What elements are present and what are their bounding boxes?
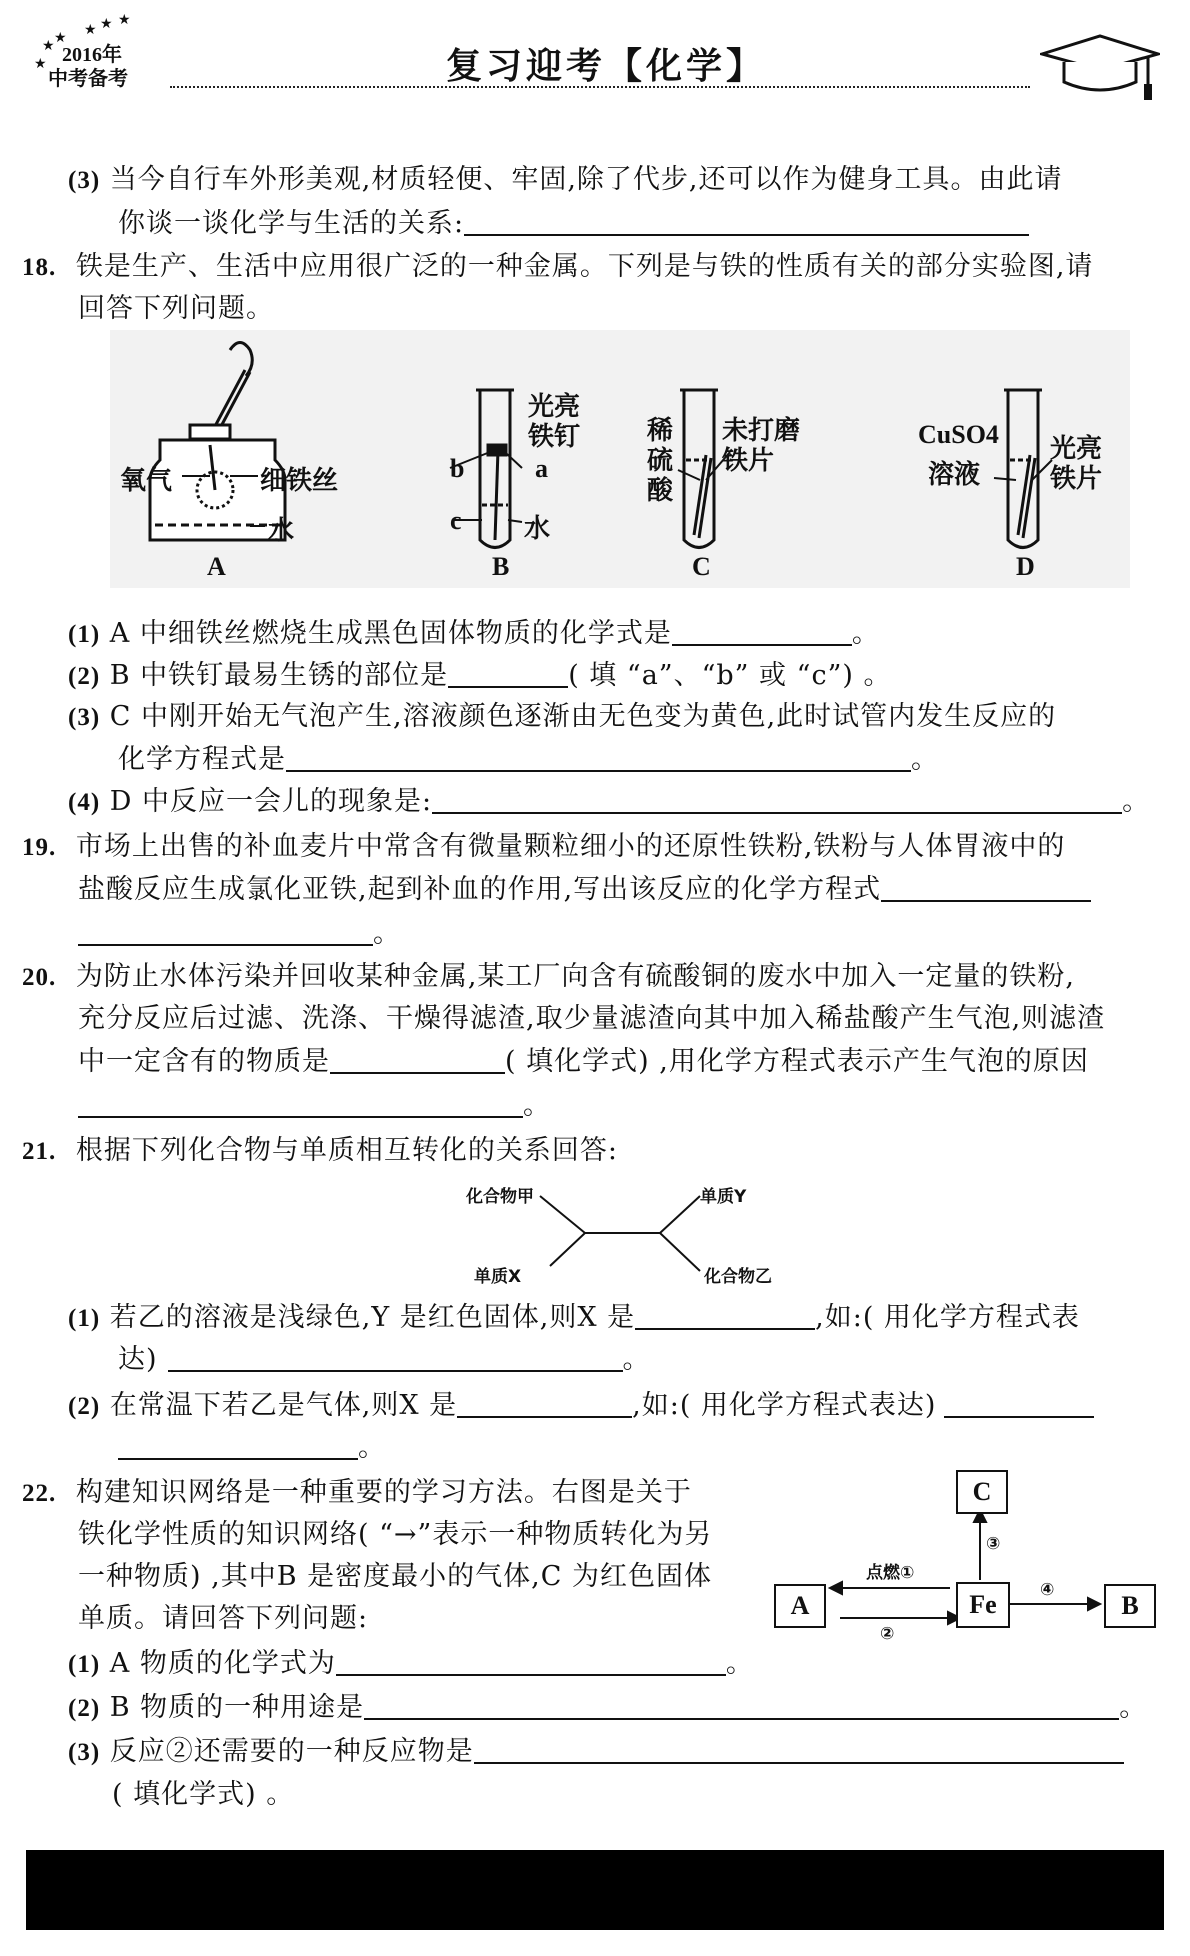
answer-blank[interactable] [336, 1648, 726, 1676]
caption-c: C [692, 552, 711, 581]
answer-blank[interactable] [330, 1046, 505, 1074]
answer-blank[interactable] [457, 1390, 632, 1418]
q17-part3-line2: 你谈一谈化学与生活的关系: [118, 208, 1029, 239]
experiment-figure [110, 330, 1130, 588]
svg-text:★: ★ [42, 38, 55, 54]
q18-part2: (2) B 中铁钉最易生锈的部位是 ( 填 “a”、“b” 或 “c”) 。 [68, 660, 892, 691]
answer-blank[interactable] [118, 1432, 358, 1460]
q22-line4: 单质。请回答下列问题: [78, 1603, 369, 1634]
q22-part3-line2: ( 填化学式) 。 [112, 1779, 295, 1810]
header-year: 2016年 [62, 44, 122, 66]
q18-line2: 回答下列问题。 [78, 293, 274, 324]
q22-line1: 22. 构建知识网络是一种重要的学习方法。右图是关于 [22, 1477, 692, 1508]
graduation-cap-icon [1040, 34, 1160, 104]
q18-line1: 18. 铁是生产、生活中应用很广泛的一种金属。下列是与铁的性质有关的部分实验图,请 [22, 251, 1094, 282]
label-water-b: 水 [524, 514, 551, 544]
caption-b: B [492, 552, 510, 581]
answer-blank[interactable] [78, 918, 373, 946]
q18-part3-line1: (3) C 中刚开始无气泡产生,溶液颜色逐渐由无色变为黄色,此时试管内发生反应的 [68, 701, 1057, 732]
svg-text:★: ★ [54, 30, 67, 46]
node-fe: Fe [956, 1582, 1010, 1628]
caption-a: A [207, 552, 226, 581]
svg-text:★: ★ [100, 16, 113, 32]
iron-knowledge-network [770, 1470, 1160, 1650]
part-number: (3) [68, 167, 101, 194]
answer-blank[interactable] [635, 1302, 815, 1330]
label-cuso4: CuSO4 [918, 420, 999, 449]
q19-line2: 盐酸反应生成氯化亚铁,起到补血的作用,写出该反应的化学方程式 [78, 874, 1091, 905]
footer-band [26, 1850, 1164, 1930]
svg-text:★: ★ [34, 56, 47, 70]
label-a: a [535, 454, 548, 483]
node-compound-jia: 化合物甲 [466, 1187, 534, 1207]
answer-blank[interactable] [672, 618, 852, 646]
node-element-y: 单质Y [700, 1187, 747, 1207]
reaction-4-label: ④ [1040, 1580, 1055, 1600]
q18-part4: (4) D 中反应一会儿的现象是: 。 [68, 786, 1151, 817]
page-title: 复习迎考【化学】 [446, 45, 767, 87]
q20-line2: 充分反应后过滤、洗涤、干燥得滤渣,取少量滤渣向其中加入稀盐酸产生气泡,则滤渣 [78, 1003, 1106, 1034]
reaction-1-label: 点燃① [866, 1563, 915, 1583]
q21-part2-line1: (2) 在常温下若乙是气体,则X 是 ,如:( 用化学方程式表达) [68, 1390, 1094, 1422]
reaction-3-label: ③ [986, 1534, 1001, 1554]
label-water-a: 水 [268, 516, 295, 546]
node-c: C [956, 1470, 1008, 1514]
q22-part1: (1) A 物质的化学式为 。 [68, 1648, 754, 1679]
answer-blank[interactable] [286, 744, 911, 772]
conversion-diagram [460, 1176, 790, 1291]
label-shiny-plate: 光亮铁片 [1050, 434, 1103, 494]
answer-blank[interactable] [474, 1736, 1124, 1764]
apparatus-a [150, 343, 285, 541]
answer-blank[interactable] [168, 1344, 623, 1372]
question-number: 18. [22, 254, 57, 281]
q20-line4: 。 [78, 1090, 551, 1121]
q21-line1: 21. 根据下列化合物与单质相互转化的关系回答: [22, 1135, 618, 1166]
label-b: b [450, 454, 465, 483]
answer-blank[interactable] [464, 208, 1029, 236]
header [0, 0, 1190, 110]
label-solution: 溶液 [928, 460, 981, 490]
apparatus-d [1004, 390, 1042, 548]
q19-line3: 。 [78, 918, 401, 949]
q17-part3-line1: (3) 当今自行车外形美观,材质轻便、牢固,除了代步,还可以作为健身工具。由此请 [68, 164, 1063, 195]
node-compound-yi: 化合物乙 [704, 1267, 772, 1287]
q22-line3: 一种物质) ,其中B 是密度最小的气体,C 为红色固体 [78, 1561, 712, 1592]
label-unpolished-plate: 未打磨铁片 [722, 416, 801, 476]
answer-blank[interactable] [432, 786, 1122, 814]
apparatus-c [680, 390, 718, 548]
label-oxygen: 氧气 [120, 466, 173, 496]
header-subtitle: 中考备考 [48, 66, 128, 90]
node-element-x: 单质X [474, 1267, 522, 1287]
answer-blank[interactable] [78, 1090, 523, 1118]
q18-part1: (1) A 中细铁丝燃烧生成黑色固体物质的化学式是 。 [68, 618, 880, 649]
q22-part2: (2) B 物质的一种用途是 。 [68, 1692, 1148, 1723]
apparatus-b [476, 390, 514, 548]
answer-blank[interactable] [881, 874, 1091, 902]
caption-d: D [1016, 552, 1035, 581]
reaction-2-label: ② [880, 1624, 895, 1644]
q20-line1: 20. 为防止水体污染并回收某种金属,某工厂向含有硫酸铜的废水中加入一定量的铁粉, [22, 961, 1076, 992]
q20-line3: 中一定含有的物质是 ( 填化学式) ,用化学方程式表示产生气泡的原因 [78, 1046, 1089, 1077]
label-c: c [450, 506, 462, 535]
q22-line2: 铁化学性质的知识网络( “→”表示一种物质转化为另 [78, 1519, 713, 1550]
q21-part1-line2: 达) 。 [118, 1344, 651, 1375]
label-dilute-sulfuric-acid: 稀硫酸 [647, 416, 674, 506]
node-b: B [1104, 1584, 1156, 1628]
label-iron-wire: 细铁丝 [260, 466, 339, 496]
svg-text:★: ★ [118, 12, 131, 28]
q22-part3-line1: (3) 反应②还需要的一种反应物是 [68, 1736, 1124, 1768]
answer-blank[interactable] [944, 1390, 1094, 1418]
answer-blank[interactable] [364, 1692, 1119, 1720]
q19-line1: 19. 市场上出售的补血麦片中常含有微量颗粒细小的还原性铁粉,铁粉与人体胃液中的 [22, 831, 1066, 862]
answer-blank[interactable] [448, 660, 568, 688]
q21-part2-line2: 。 [118, 1432, 386, 1463]
q21-part1-line1: (1) 若乙的溶液是浅绿色,Y 是红色固体,则X 是 ,如:( 用化学方程式表 [68, 1302, 1080, 1333]
svg-text:★: ★ [84, 22, 97, 38]
node-a: A [774, 1584, 826, 1628]
label-shiny-nail: 光亮铁钉 [528, 392, 581, 452]
q18-part3-line2: 化学方程式是 。 [118, 744, 939, 775]
